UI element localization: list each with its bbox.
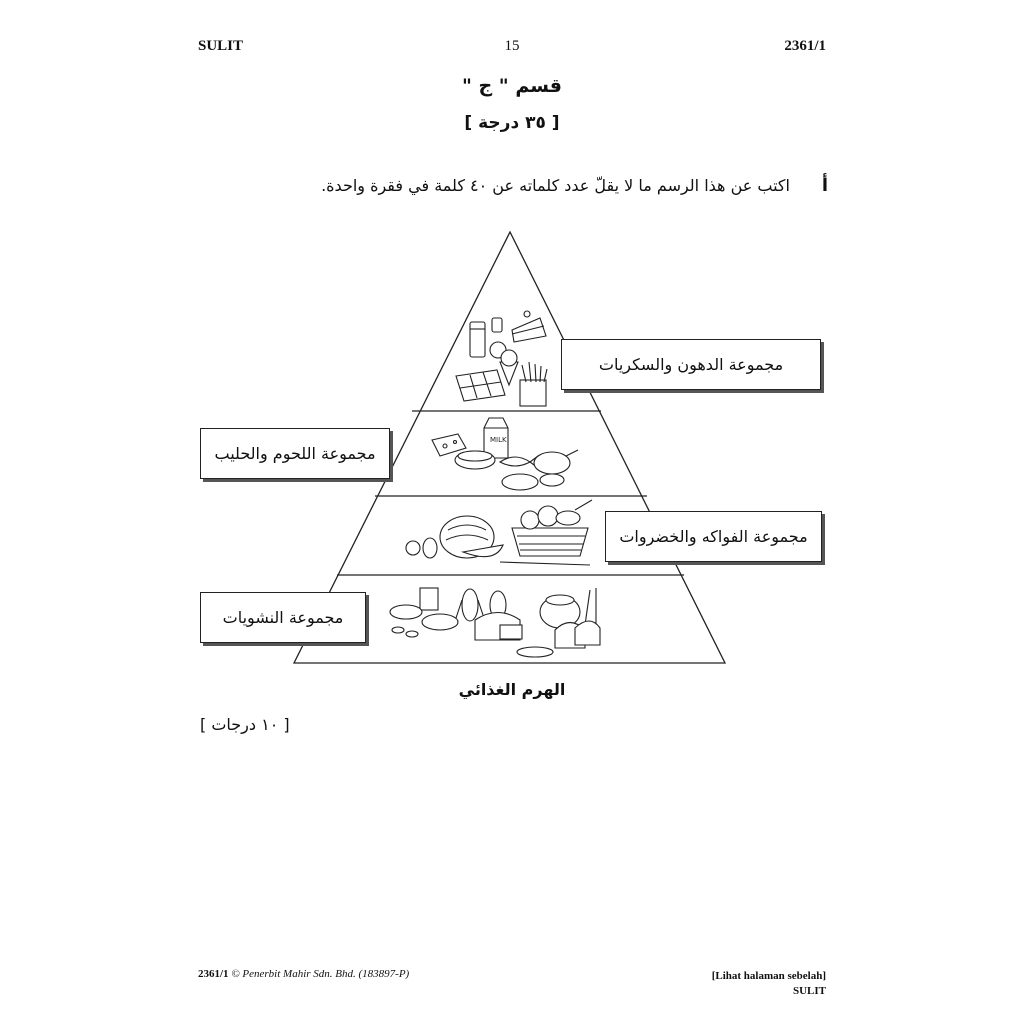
page-number: 15 <box>504 38 520 54</box>
header-paper-code: 2361/1 <box>784 38 826 54</box>
question-letter: أ <box>821 175 828 196</box>
corn-icon <box>462 589 478 621</box>
section-title: قسم " ج " <box>461 75 562 97</box>
meat-cut-icon <box>502 474 538 490</box>
question-marks: [ ١٠ درجات ] <box>200 715 290 734</box>
footer-classification: SULIT <box>792 985 826 997</box>
footer-right <box>712 969 826 999</box>
fats-sugars-foods-illustration <box>456 311 547 406</box>
svg-text:MILK: MILK <box>490 436 507 444</box>
apple-icon <box>406 541 420 555</box>
fruits-vegetables-foods-illustration <box>406 500 592 565</box>
footer-turn-over: [Lihat halaman sebelah] <box>711 970 826 982</box>
salt-shaker-icon <box>492 318 502 332</box>
chicken-icon <box>534 452 570 474</box>
glass-icon <box>420 588 438 610</box>
label-fruits-vegetables-group: مجموعة الفواكه والخضروات <box>605 511 822 562</box>
label-meat-milk-group: مجموعة اللحوم والحليب <box>200 428 390 479</box>
label-starches-group: مجموعة النشويات <box>200 592 366 643</box>
section-marks: [ ٣٥ درجة ] <box>464 113 560 133</box>
soda-can-icon <box>470 322 485 357</box>
footer-copyright <box>198 968 409 980</box>
diagram-caption: الهرم الغذائي <box>458 680 566 699</box>
label-fats-sugars-group: مجموعة الدهون والسكريات <box>561 339 821 390</box>
pear-icon <box>423 538 437 558</box>
cereal-bowl-icon <box>422 614 458 630</box>
meat-milk-foods-illustration <box>432 418 578 490</box>
footer-paper-code: 2361/1 <box>198 968 229 980</box>
vegetable-basket-icon <box>512 528 588 556</box>
wheat-icon <box>585 588 596 625</box>
french-fries-icon <box>520 380 546 406</box>
starches-foods-illustration <box>390 588 600 657</box>
pasta-bowl-icon <box>390 605 422 619</box>
footer-publisher: © Penerbit Mahir Sdn. Bhd. (183897-P) <box>231 968 410 980</box>
question-text: اكتب عن هذا الرسم ما لا يقلّ عدد كلماته عن ٤٠ كلمة في فقرة واحدة. <box>321 176 790 195</box>
header-classification: SULIT <box>198 38 244 54</box>
beans-icon <box>392 627 404 633</box>
